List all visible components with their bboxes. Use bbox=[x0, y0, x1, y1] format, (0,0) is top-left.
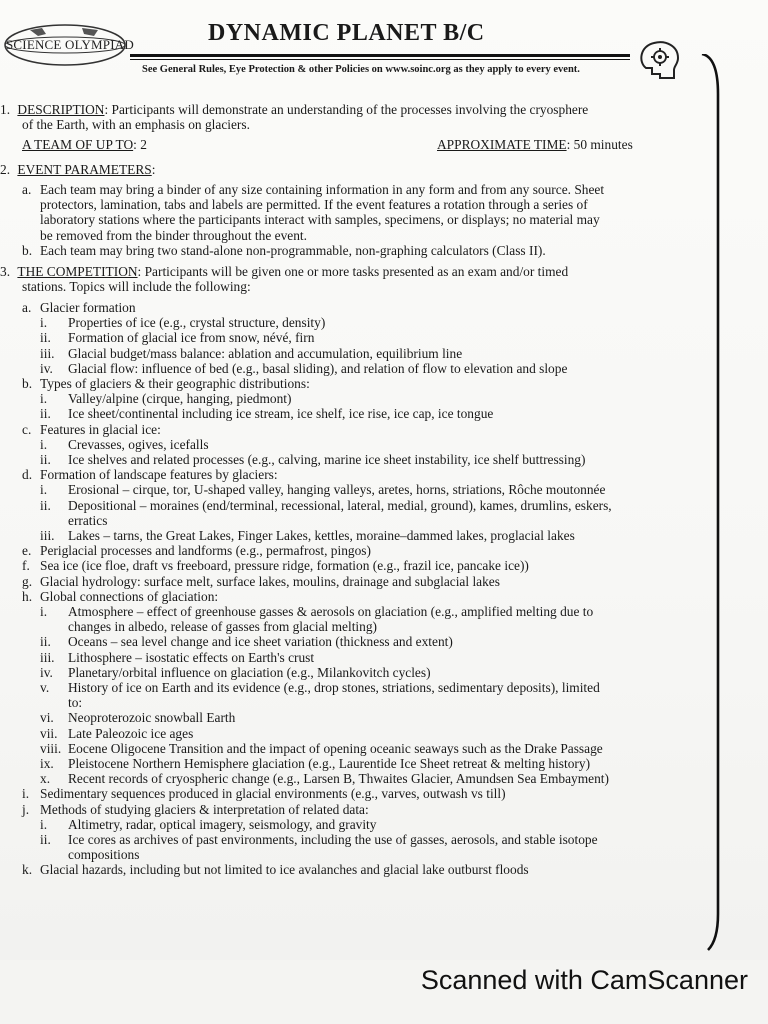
parameters-heading bbox=[0, 162, 155, 177]
topic-text: Glacial flow: influence of bed (e.g., basal sliding), and relation of flow to elevation and slope bbox=[68, 360, 568, 376]
topic-text: Eocene Oligocene Transition and the impact of opening oceanic seaways such as the Drake Passage bbox=[68, 740, 603, 756]
list-text: laboratory stations where the participants interact with samples, specimens, or displays; no material may bbox=[40, 212, 600, 228]
topic-marker: h. bbox=[22, 588, 33, 604]
list-text: protectors, lamination, tabs and labels are permitted. If the event features a rotation through a series of bbox=[40, 197, 588, 213]
topic-marker: iv. bbox=[40, 360, 53, 376]
topic-text: Glacial hydrology: surface melt, surface lakes, moulins, drainage and subglacial lakes bbox=[40, 573, 500, 589]
topic-item bbox=[68, 695, 82, 710]
topic-marker: i. bbox=[40, 604, 48, 619]
time-label: APPROXIMATE TIME bbox=[437, 137, 567, 152]
topic-marker: ii. bbox=[40, 634, 51, 650]
topic-item bbox=[40, 725, 194, 741]
topic-marker: ii. bbox=[40, 497, 51, 513]
approx-time bbox=[437, 137, 633, 152]
topic-item bbox=[40, 482, 606, 498]
topic-marker: ix. bbox=[40, 756, 54, 771]
topic-text: Depositional – moraines (end/terminal, recessional, lateral, medial, ground), kames, drumlins, eskers, bbox=[68, 497, 612, 513]
topic-marker: b. bbox=[22, 376, 33, 391]
competition-cont: stations. Topics will include the following: bbox=[22, 279, 251, 294]
topic-text: changes in albedo, release of gasses from glacial melting) bbox=[68, 619, 377, 635]
list-marker: a. bbox=[22, 182, 32, 197]
topic-text: Neoproterozoic snowball Earth bbox=[68, 710, 236, 726]
section-number: 3. bbox=[0, 264, 11, 279]
description-cont: of the Earth, with an emphasis on glaciers. bbox=[22, 117, 250, 132]
topic-item bbox=[22, 467, 278, 483]
list-item bbox=[40, 212, 600, 227]
team-size bbox=[22, 137, 147, 152]
topic-item bbox=[22, 543, 371, 559]
list-marker: b. bbox=[22, 242, 33, 258]
topic-item bbox=[40, 710, 236, 726]
side-bracket bbox=[700, 54, 730, 954]
section-heading: EVENT PARAMETERS bbox=[17, 162, 152, 177]
topic-text: History of ice on Earth and its evidence (e.g., drop stones, striations, sedimentary deposits), limited bbox=[68, 680, 600, 695]
topic-marker: k. bbox=[22, 862, 33, 878]
topic-text: Erosional – cirque, tor, U-shaped valley, hanging valleys, aretes, horns, striations, Rôche moutonnée bbox=[68, 482, 606, 498]
topic-text: Pleistocene Northern Hemisphere glaciation (e.g., Laurentide Ice Sheet retreat & melting history) bbox=[68, 756, 591, 771]
topic-item bbox=[22, 573, 500, 589]
topic-text: Lithosphere – isostatic effects on Earth's crust bbox=[68, 649, 315, 665]
topic-text: Oceans – sea level change and ice sheet variation (thickness and extent) bbox=[68, 634, 453, 650]
topic-marker: i. bbox=[22, 786, 30, 802]
topic-item bbox=[40, 497, 612, 513]
topic-item bbox=[68, 847, 139, 862]
topic-item bbox=[22, 786, 506, 802]
logo-text: SCIENCE OLYMPIAD bbox=[6, 37, 134, 52]
topic-text: Crevasses, ogives, icefalls bbox=[68, 436, 209, 452]
topic-item bbox=[40, 406, 494, 422]
topic-text: Formation of landscape features by glaciers: bbox=[40, 467, 278, 483]
list-text: Each team may bring a binder of any size containing information in any form and from any source. Sheet bbox=[40, 182, 605, 197]
team-label: A TEAM OF UP TO bbox=[22, 137, 134, 152]
topic-text: Ice cores as archives of past environments, including the use of gasses, aerosols, and stable isotope bbox=[68, 832, 598, 847]
topic-marker: f. bbox=[22, 558, 30, 574]
topic-marker: e. bbox=[22, 543, 32, 559]
header-rule bbox=[130, 54, 630, 57]
topic-item bbox=[40, 649, 315, 665]
topic-text: to: bbox=[68, 695, 83, 711]
topic-marker: a. bbox=[22, 300, 32, 315]
topic-text: Planetary/orbital influence on glaciation (e.g., Milankovitch cycles) bbox=[68, 664, 431, 680]
topic-text: Types of glaciers & their geographic distributions: bbox=[40, 376, 310, 391]
section-heading: THE COMPETITION bbox=[17, 264, 138, 279]
topic-item bbox=[22, 588, 219, 604]
topic-text: Altimetry, radar, optical imagery, seismology, and gravity bbox=[68, 816, 377, 832]
topic-item bbox=[40, 330, 315, 346]
topic-marker: ii. bbox=[40, 452, 51, 467]
topic-marker: iii. bbox=[40, 528, 55, 543]
topic-item bbox=[22, 376, 310, 391]
topic-marker: i. bbox=[40, 436, 48, 452]
topic-text: Sea ice (ice floe, draft vs freeboard, pressure ridge, formation (e.g., frazil ice, pancake ice)) bbox=[40, 558, 529, 574]
topic-text: Atmosphere – effect of greenhouse gasses & aerosols on glaciation (e.g., amplified melting due to bbox=[68, 604, 594, 619]
topic-marker: vii. bbox=[40, 725, 58, 741]
brain-gear-icon bbox=[636, 38, 684, 84]
topic-marker: i. bbox=[40, 482, 48, 498]
topic-text: Features in glacial ice: bbox=[40, 421, 161, 437]
team-value: : 2 bbox=[133, 137, 147, 152]
topic-text: erratics bbox=[68, 512, 108, 528]
topic-item bbox=[40, 436, 209, 452]
topic-marker: iv. bbox=[40, 664, 53, 680]
page-title: DYNAMIC PLANET B/C bbox=[208, 20, 485, 46]
topic-item bbox=[22, 801, 369, 817]
topic-marker: i. bbox=[40, 816, 48, 832]
list-item bbox=[40, 197, 588, 212]
topic-marker: j. bbox=[22, 801, 30, 817]
topic-text: Lakes – tarns, the Great Lakes, Finger Lakes, kettles, moraine–dammed lakes, proglacial lakes bbox=[68, 528, 575, 543]
topic-marker: v. bbox=[40, 680, 50, 695]
topic-item bbox=[22, 862, 529, 878]
topic-marker: ii. bbox=[40, 832, 51, 847]
topic-item bbox=[40, 664, 431, 680]
topic-item bbox=[40, 604, 594, 619]
topic-marker: ii. bbox=[40, 406, 51, 422]
topic-text: Glacier formation bbox=[40, 300, 136, 315]
topic-item bbox=[40, 360, 568, 376]
section-number: 1. bbox=[0, 102, 11, 117]
topic-text: Glacial hazards, including but not limited to ice avalanches and glacial lake outburst floods bbox=[40, 862, 529, 878]
topic-text: Formation of glacial ice from snow, névé, firn bbox=[68, 330, 315, 346]
topic-item bbox=[22, 421, 161, 437]
header-rule-thin bbox=[130, 59, 630, 60]
topic-text: Glacial budget/mass balance: ablation and accumulation, equilibrium line bbox=[68, 345, 463, 361]
topic-item bbox=[40, 680, 600, 695]
topic-item bbox=[40, 634, 453, 650]
list-item bbox=[40, 228, 307, 243]
list-text: be removed from the binder throughout the event. bbox=[40, 227, 307, 243]
list-item bbox=[22, 242, 546, 258]
topic-marker: iii. bbox=[40, 649, 55, 665]
topic-text: Late Paleozoic ice ages bbox=[68, 725, 194, 741]
topic-text: Properties of ice (e.g., crystal structure, density) bbox=[68, 315, 326, 331]
topic-text: Ice shelves and related processes (e.g., calving, marine ice sheet instability, ice shelf buttressing) bbox=[68, 452, 586, 467]
topic-marker: x. bbox=[40, 771, 51, 787]
topic-item bbox=[40, 391, 292, 407]
section-text: : Participants will be given one or more tasks presented as an exam and/or timed bbox=[137, 264, 569, 279]
time-value: : 50 minutes bbox=[566, 137, 633, 152]
topic-item bbox=[40, 756, 591, 771]
topic-item bbox=[40, 315, 326, 331]
topic-marker: i. bbox=[40, 315, 48, 331]
topic-item bbox=[68, 619, 377, 634]
camscanner-watermark: Scanned with CamScanner bbox=[420, 965, 748, 995]
topic-item bbox=[40, 528, 575, 543]
description-line bbox=[0, 102, 588, 117]
topic-marker: d. bbox=[22, 467, 33, 483]
topic-item bbox=[40, 771, 609, 787]
topic-marker: viii. bbox=[40, 740, 62, 756]
topic-marker: g. bbox=[22, 573, 33, 589]
topic-item bbox=[22, 300, 136, 315]
topic-item bbox=[40, 816, 377, 832]
topic-marker: i. bbox=[40, 391, 48, 407]
list-item bbox=[22, 182, 605, 197]
topic-text: Methods of studying glaciers & interpretation of related data: bbox=[40, 801, 369, 817]
list-text: Each team may bring two stand-alone non-programmable, non-graphing calculators (Class II). bbox=[40, 242, 546, 258]
topic-marker: vi. bbox=[40, 710, 54, 726]
topic-text: Periglacial processes and landforms (e.g., permafrost, pingos) bbox=[40, 543, 371, 559]
topic-text: Ice sheet/continental including ice stream, ice shelf, ice rise, ice cap, ice tongue bbox=[68, 406, 494, 422]
topic-item bbox=[68, 513, 107, 528]
section-text: : Participants will demonstrate an understanding of the processes involving the cryosphere bbox=[104, 102, 589, 117]
topic-item bbox=[40, 832, 598, 847]
topic-marker: iii. bbox=[40, 345, 55, 361]
topic-text: Sedimentary sequences produced in glacial environments (e.g., varves, outwash vs till) bbox=[40, 786, 506, 802]
section-text: : bbox=[151, 162, 156, 177]
topic-text: Global connections of glaciation: bbox=[40, 588, 219, 604]
topic-marker: ii. bbox=[40, 330, 51, 346]
section-heading: DESCRIPTION bbox=[17, 102, 105, 117]
policy-note: See General Rules, Eye Protection & other Policies on www.soinc.org as they apply to every event. bbox=[142, 64, 580, 75]
topic-item bbox=[40, 345, 463, 361]
competition-line bbox=[0, 264, 568, 279]
topic-text: compositions bbox=[68, 847, 140, 863]
topic-text: Recent records of cryospheric change (e.g., Larsen B, Thwaites Glacier, Amundsen Sea Embayment) bbox=[68, 771, 609, 787]
topic-item bbox=[22, 558, 529, 574]
section-number: 2. bbox=[0, 162, 11, 177]
topic-text: Valley/alpine (cirque, hanging, piedmont) bbox=[68, 391, 292, 407]
topic-marker: c. bbox=[22, 421, 32, 437]
topic-item bbox=[40, 452, 586, 467]
topic-item bbox=[40, 740, 603, 756]
